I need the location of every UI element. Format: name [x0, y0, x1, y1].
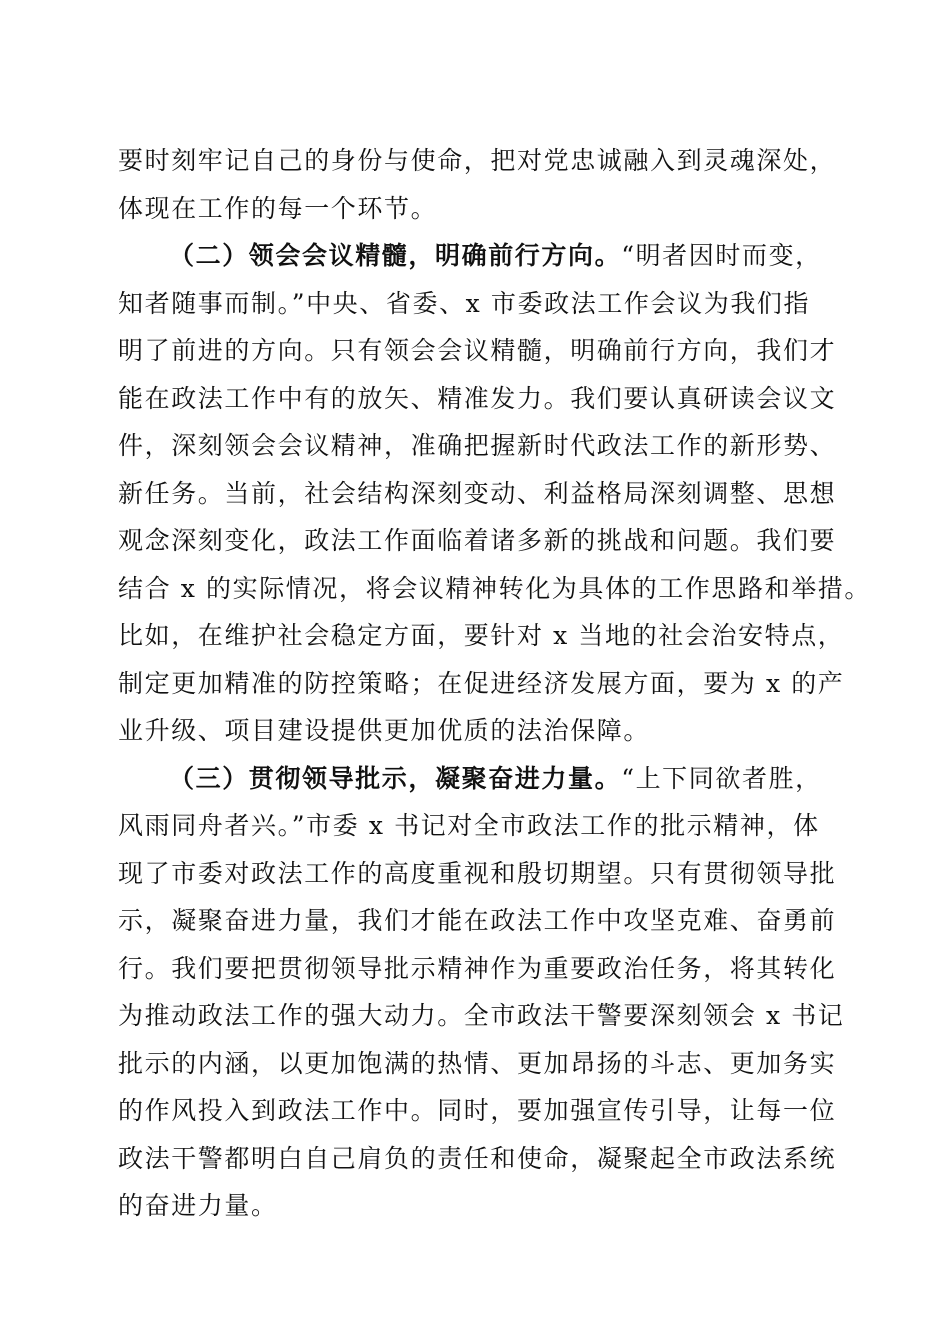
paragraph-line: 批示的内涵，以更加饱满的热情、更加昂扬的斗志、更加务实: [118, 1049, 837, 1078]
paragraph-line: 的作风投入到政法工作中。同时，要加强宣传引导，让每一位: [118, 1096, 837, 1125]
section-two-heading: （二）领会会议精髓，明确前行方向。: [169, 241, 622, 270]
paragraph-line: 制定更加精准的防控策略；在促进经济发展方面，要为 x 的产: [118, 669, 845, 698]
paragraph-line: 结合 x 的实际情况，将会议精神转化为具体的工作思路和举措。: [118, 574, 871, 603]
paragraph-text: “上下同欲者胜，: [621, 764, 822, 793]
paragraph-line: 政法干警都明白自己肩负的责任和使命，凝聚起全市政法系统: [118, 1144, 837, 1173]
paragraph-line: 件，深刻领会会议精神，准确把握新时代政法工作的新形势、: [118, 431, 837, 460]
paragraph-line: 为推动政法工作的强大动力。全市政法干警要深刻领会 x 书记: [118, 1001, 845, 1030]
paragraph-line: 知者随事而制。”中央、省委、x 市委政法工作会议为我们指: [118, 289, 811, 318]
paragraph-line: 体现在工作的每一个环节。: [118, 194, 438, 223]
paragraph-line: 行。我们要把贯彻领导批示精神作为重要政治任务，将其转化: [118, 954, 837, 983]
paragraph-line: 比如，在维护社会稳定方面，要针对 x 当地的社会治安特点，: [118, 621, 845, 650]
paragraph-line: 观念深刻变化，政法工作面临着诸多新的挑战和问题。我们要: [118, 526, 837, 555]
paragraph-line: 现了市委对政法工作的高度重视和殷切期望。只有贯彻领导批: [118, 859, 837, 888]
paragraph-line: 业升级、项目建设提供更加优质的法治保障。: [118, 716, 651, 745]
paragraph-line: 新任务。当前，社会结构深刻变动、利益格局深刻调整、思想: [118, 479, 837, 508]
section-three-heading: （三）贯彻领导批示，凝聚奋进力量。: [169, 764, 622, 793]
paragraph-line: 示，凝聚奋进力量，我们才能在政法工作中攻坚克难、奋勇前: [118, 906, 837, 935]
paragraph-line: 的奋进力量。: [118, 1191, 278, 1220]
paragraph-line: 明了前进的方向。只有领会会议精髓，明确前行方向，我们才: [118, 336, 837, 365]
section-three-first-line: [169, 759, 909, 799]
paragraph-line: 风雨同舟者兴。”市委 x 书记对全市政法工作的批示精神，体: [118, 811, 820, 840]
paragraph-line: 要时刻牢记自己的身份与使命，把对党忠诚融入到灵魂深处，: [118, 146, 837, 175]
section-two-first-line: [169, 236, 909, 276]
paragraph-line: 能在政法工作中有的放矢、精准发力。我们要认真研读会议文: [118, 384, 837, 413]
paragraph-text: “明者因时而变，: [621, 241, 822, 270]
